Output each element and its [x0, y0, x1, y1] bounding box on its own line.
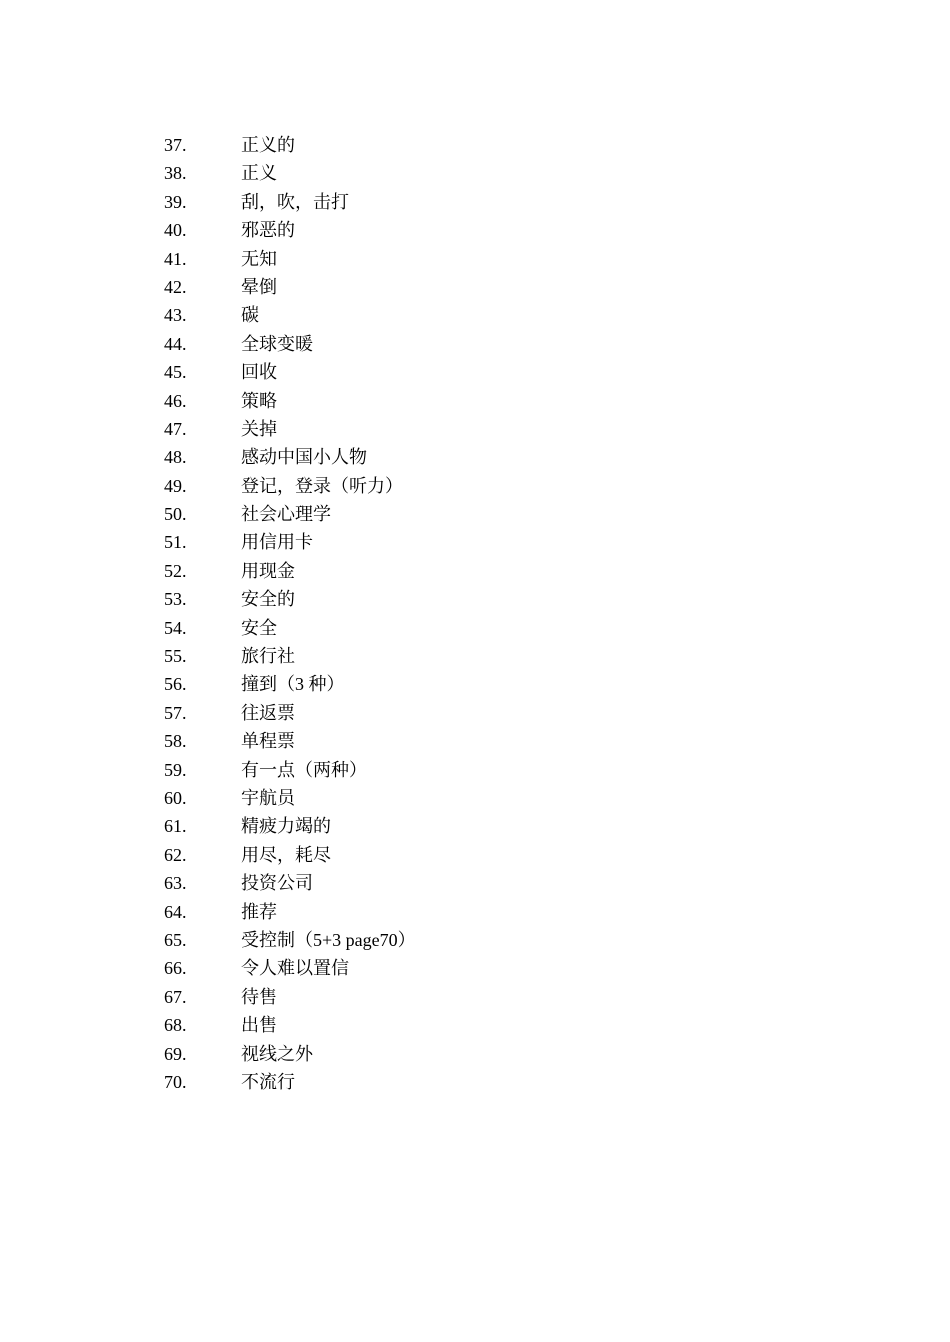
- item-text: 全球变暖: [241, 333, 313, 354]
- list-item: [164, 273, 416, 301]
- list-item: [164, 131, 416, 159]
- item-number: 62.: [164, 844, 187, 865]
- item-number: 57.: [164, 702, 187, 723]
- list-item: [164, 642, 416, 670]
- item-number: 47.: [164, 418, 187, 439]
- item-text: 推荐: [241, 901, 277, 922]
- item-text: 投资公司: [241, 873, 313, 894]
- list-item: [164, 898, 416, 926]
- list-item: [164, 983, 416, 1011]
- item-text: 宇航员: [241, 787, 295, 808]
- item-number: 42.: [164, 276, 187, 297]
- item-text: 正义: [241, 163, 277, 184]
- item-number: 54.: [164, 617, 187, 638]
- item-number: 70.: [164, 1071, 187, 1092]
- item-text: 登记，登录（听力）: [241, 475, 403, 496]
- item-number: 65.: [164, 929, 187, 950]
- list-item: [164, 188, 416, 216]
- item-text: 受控制（5+3 page70）: [241, 929, 416, 950]
- item-text: 关掉: [241, 418, 277, 439]
- item-text: 有一点（两种）: [241, 759, 367, 780]
- item-number: 53.: [164, 589, 187, 610]
- item-text: 正义的: [241, 135, 295, 155]
- list-item: [164, 1040, 416, 1068]
- item-text: 视线之外: [241, 1043, 313, 1064]
- item-text: 晕倒: [241, 276, 277, 297]
- list-item: [164, 528, 416, 556]
- item-text: 待售: [241, 986, 277, 1007]
- item-number: 52.: [164, 560, 187, 581]
- item-number: 45.: [164, 362, 187, 383]
- item-number: 43.: [164, 305, 187, 326]
- item-number: 49.: [164, 475, 187, 496]
- item-number: 58.: [164, 731, 187, 752]
- item-text: 邪恶的: [241, 220, 295, 241]
- item-number: 63.: [164, 873, 187, 894]
- list-item: [164, 301, 416, 329]
- item-number: 68.: [164, 1015, 187, 1036]
- item-text: 刮，吹，击打: [241, 191, 349, 212]
- item-text: 撞到（3 种）: [241, 674, 345, 695]
- vocabulary-list: [164, 131, 416, 1096]
- list-item: [164, 557, 416, 585]
- item-text: 不流行: [241, 1071, 295, 1092]
- list-item: [164, 727, 416, 755]
- list-item: [164, 159, 416, 187]
- item-text: 社会心理学: [241, 504, 331, 525]
- item-number: 61.: [164, 816, 187, 837]
- list-item: [164, 443, 416, 471]
- item-text: 用信用卡: [241, 532, 313, 553]
- list-item: [164, 472, 416, 500]
- item-number: 37.: [164, 135, 187, 155]
- list-item: [164, 954, 416, 982]
- item-number: 46.: [164, 390, 187, 411]
- list-item: [164, 784, 416, 812]
- item-text: 感动中国小人物: [241, 447, 367, 468]
- item-text: 单程票: [241, 731, 295, 752]
- list-item: [164, 1068, 416, 1096]
- item-number: 40.: [164, 220, 187, 241]
- item-number: 69.: [164, 1043, 187, 1064]
- list-item: [164, 358, 416, 386]
- item-text: 往返票: [241, 702, 295, 723]
- item-number: 55.: [164, 646, 187, 667]
- list-item: [164, 500, 416, 528]
- list-item: [164, 216, 416, 244]
- item-number: 48.: [164, 447, 187, 468]
- list-item: [164, 585, 416, 613]
- item-number: 51.: [164, 532, 187, 553]
- item-number: 50.: [164, 504, 187, 525]
- list-item: [164, 926, 416, 954]
- list-item: [164, 699, 416, 727]
- list-item: [164, 415, 416, 443]
- item-number: 38.: [164, 163, 187, 184]
- item-text: 安全的: [241, 589, 295, 610]
- list-item: [164, 812, 416, 840]
- list-item: [164, 330, 416, 358]
- item-text: 无知: [241, 248, 277, 269]
- item-text: 出售: [241, 1015, 277, 1036]
- item-text: 令人难以置信: [241, 958, 349, 979]
- list-item: [164, 387, 416, 415]
- item-number: 60.: [164, 787, 187, 808]
- item-number: 41.: [164, 248, 187, 269]
- item-number: 59.: [164, 759, 187, 780]
- item-text: 安全: [241, 617, 277, 638]
- item-text: 旅行社: [241, 646, 295, 667]
- item-text: 碳: [241, 305, 259, 326]
- item-number: 56.: [164, 674, 187, 695]
- list-item: [164, 841, 416, 869]
- list-item: [164, 245, 416, 273]
- item-number: 39.: [164, 191, 187, 212]
- item-text: 策略: [241, 390, 277, 411]
- item-number: 66.: [164, 958, 187, 979]
- item-text: 回收: [241, 362, 277, 383]
- list-item: [164, 670, 416, 698]
- item-number: 67.: [164, 986, 187, 1007]
- list-item: [164, 614, 416, 642]
- list-item: [164, 1011, 416, 1039]
- item-text: 用现金: [241, 560, 295, 581]
- list-item: [164, 756, 416, 784]
- item-number: 44.: [164, 333, 187, 354]
- item-number: 64.: [164, 901, 187, 922]
- item-text: 用尽，耗尽: [241, 844, 331, 865]
- item-text: 精疲力竭的: [241, 816, 331, 837]
- list-item: [164, 869, 416, 897]
